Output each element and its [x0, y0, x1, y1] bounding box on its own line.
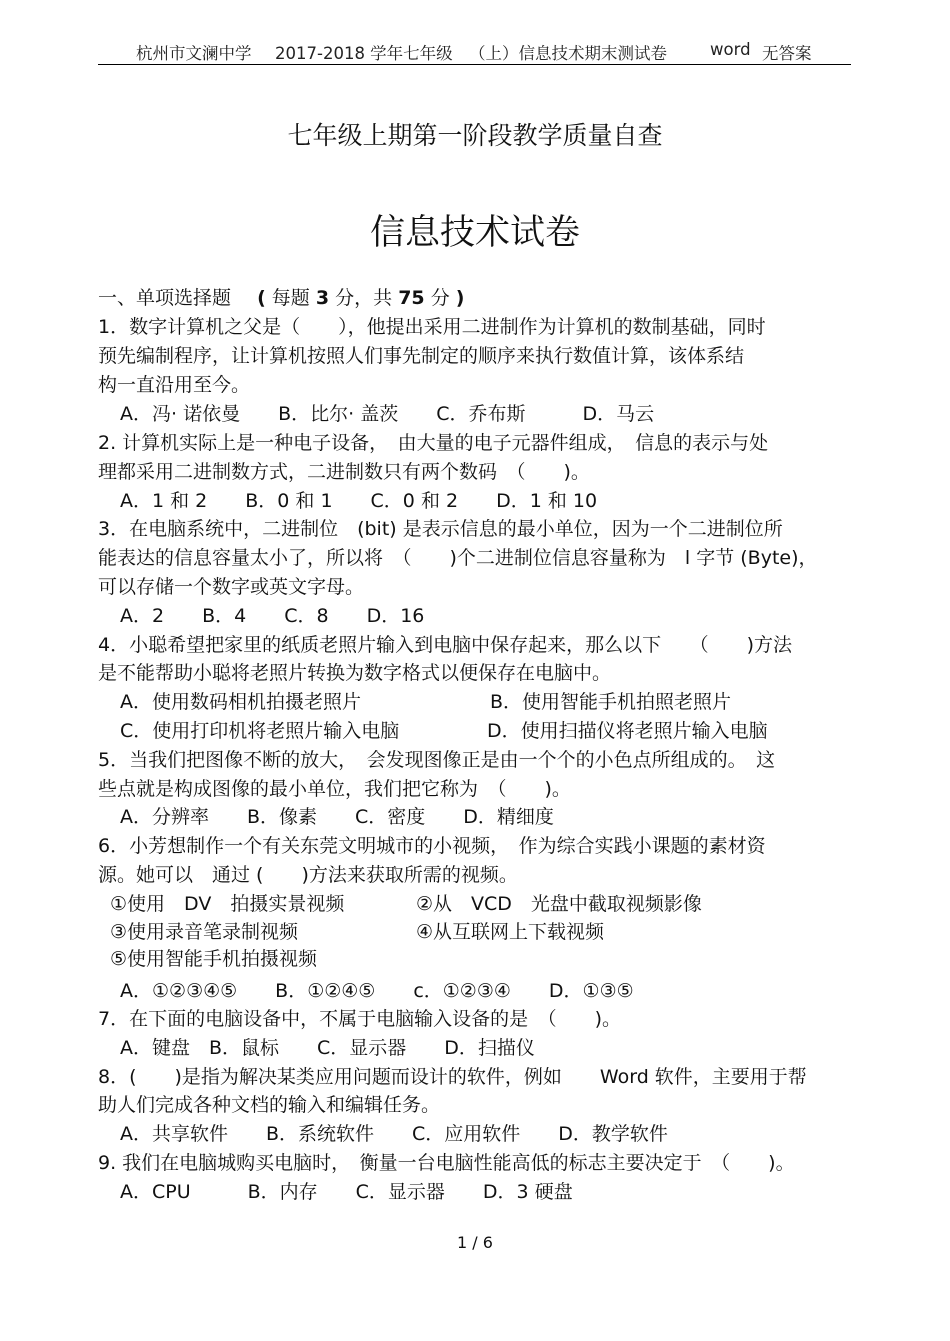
q6-item-2: ②从 VCD 光盘中截取视频影像 [416, 893, 702, 915]
q2-options: A．1 和 2 B．0 和 1 C．0 和 2 D．1 和 10 [120, 490, 598, 512]
q4-option-d: D．使用扫描仪将老照片输入电脑 [487, 720, 768, 742]
q4-line-1: 4．小聪希望把家里的纸质老照片输入到电脑中保存起来，那么以下 （ )方法 [98, 634, 793, 656]
page-header [98, 36, 851, 65]
q7-line-1: 7．在下面的电脑设备中，不属于电脑输入设备的是 （ )。 [98, 1008, 622, 1030]
header-note: 无答案 [762, 44, 812, 63]
q4-option-c: C．使用打印机将老照片输入电脑 [120, 720, 400, 742]
q3-line-2: 能表达的信息容量太小了，所以将 （ )个二进制位信息容量称为 l 字节 (Byte)， [98, 547, 818, 569]
exam-title: 信息技术试卷 [369, 213, 580, 253]
q2-line-2: 理都采用二进制数方式，二进制数只有两个数码 （ )。 [98, 461, 590, 483]
q2-line-1: 2. 计算机实际上是一种电子设备， 由大量的电子元器件组成， 信息的表示与处 [98, 432, 769, 454]
q1-options: A．冯· 诺依曼 B．比尔· 盖茨 C．乔布斯 D．马云 [120, 403, 655, 425]
q3-line-1: 3．在电脑系统中，二进制位 (bit) 是表示信息的最小单位，因为一个二进制位所 [98, 518, 783, 540]
q3-line-3: 可以存储一个数字或英文字母。 [98, 576, 365, 598]
header-format: word [710, 40, 751, 59]
header-school: 杭州市文澜中学 [136, 44, 252, 63]
header-year: 2017-2018 学年七年级 [275, 44, 453, 63]
q6-line-2: 源。她可以 通过 ( )方法来获取所需的视频。 [98, 864, 518, 886]
q4-line-2: 是不能帮助小聪将老照片转换为数字格式以便保存在电脑中。 [98, 662, 612, 684]
q6-line-1: 6．小芳想制作一个有关东莞文明城市的小视频， 作为综合实践小课题的素材资 [98, 835, 766, 857]
page-number: 1 / 6 [457, 1233, 493, 1252]
q6-item-4: ④从互联网上下载视频 [416, 921, 605, 943]
q7-options: A．键盘 B．鼠标 C．显示器 D．扫描仪 [120, 1037, 535, 1059]
q5-options: A．分辨率 B．像素 C．密度 D．精细度 [120, 806, 554, 828]
q9-line-1: 9. 我们在电脑城购买电脑时， 衡量一台电脑性能高低的标志主要决定于 （ )。 [98, 1152, 795, 1174]
q1-line-1: 1．数字计算机之父是（ ），他提出采用二进制作为计算机的数制基础，同时 [98, 316, 766, 338]
q8-line-2: 助人们完成各种文档的输入和编辑任务。 [98, 1094, 441, 1116]
section-heading: 一、单项选择题 ( 每题 3 分，共 75 分 ) [98, 287, 465, 309]
q1-line-2: 预先编制程序，让计算机按照人们事先制定的顺序来执行数值计算，该体系结 [98, 345, 745, 367]
q6-item-1: ①使用 DV 拍摄实景视频 [110, 893, 345, 915]
section-label: 一、单项选择题 [98, 287, 232, 309]
q4-option-a: A．使用数码相机拍摄老照片 [120, 691, 361, 713]
q6-item-5: ⑤使用智能手机拍摄视频 [110, 948, 318, 970]
q8-options: A．共享软件 B．系统软件 C．应用软件 D．教学软件 [120, 1123, 668, 1145]
q4-option-b: B．使用智能手机拍照老照片 [490, 691, 732, 713]
exam-subtitle: 七年级上期第一阶段教学质量自查 [287, 121, 663, 150]
q6-item-3: ③使用录音笔录制视频 [110, 921, 299, 943]
q3-options: A．2 B．4 C．8 D．16 [120, 605, 425, 627]
q9-options: A．CPU B．内存 C．显示器 D．3 硬盘 [120, 1181, 573, 1203]
q5-line-1: 5．当我们把图像不断的放大， 会发现图像正是由一个个的小色点所组成的。 这 [98, 749, 776, 771]
q6-options: A．①②③④⑤ B．①②④⑤ c．①②③④ D．①③⑤ [120, 980, 634, 1002]
q8-line-1: 8．( )是指为解决某类应用问题而设计的软件，例如 Word 软件，主要用于帮 [98, 1066, 807, 1088]
header-course: （上）信息技术期末测试卷 [469, 44, 667, 63]
q5-line-2: 些点就是构成图像的最小单位，我们把它称为 （ )。 [98, 778, 571, 800]
q1-line-3: 构一直沿用至今。 [98, 374, 251, 396]
